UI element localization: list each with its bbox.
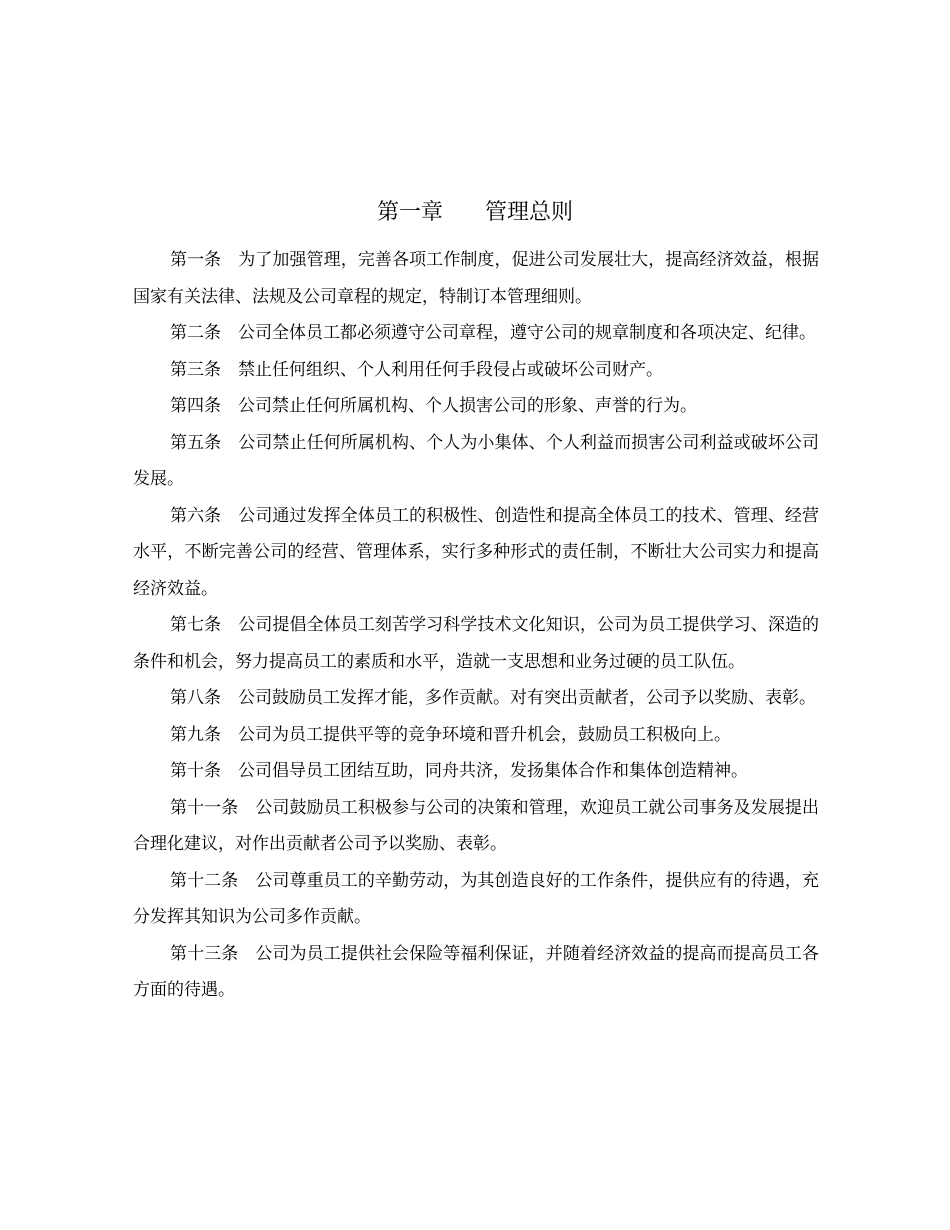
article-9 (133, 717, 819, 754)
article-11 (133, 790, 819, 863)
article-text: 公司鼓励员工发挥才能，多作贡献。对有突出贡献者，公司予以奖励、表彰。 (238, 688, 816, 708)
article-2 (133, 315, 819, 352)
article-5 (133, 425, 819, 498)
article-number: 第十条 (170, 761, 221, 781)
article-13 (133, 936, 819, 1009)
article-text: 公司禁止任何所属机构、个人损害公司的形象、声誉的行为。 (238, 396, 697, 416)
article-text: 公司为员工提供平等的竞争环境和晋升机会，鼓励员工积极向上。 (238, 724, 731, 745)
chapter-name: 管理总则 (484, 200, 573, 225)
article-text: 禁止任何组织、个人利用任何手段侵占或破坏公司财产。 (238, 359, 663, 380)
article-number: 第十三条 (170, 943, 239, 964)
article-number: 第五条 (170, 432, 222, 453)
article-text: 公司鼓励员工积极参与公司的决策和管理，欢迎员工就公司事务及发展提出合理化建议，对作出贡献者公司予以奖励、表彰。 (133, 797, 820, 854)
article-number: 第三条 (170, 359, 221, 380)
article-number: 第九条 (170, 724, 221, 745)
article-text: 为了加强管理，完善各项工作制度，促进公司发展壮大，提高经济效益，根据国家有关法律、法规及公司章程的规定，特制订本管理细则。 (133, 250, 819, 307)
article-number: 第六条 (170, 505, 222, 526)
document-body (133, 242, 819, 1009)
article-3 (133, 352, 819, 389)
article-number: 第四条 (170, 396, 221, 416)
article-6 (133, 498, 819, 608)
article-text: 公司提倡全体员工刻苦学习科学技术文化知识，公司为员工提供学习、深造的条件和机会，努力提高员工的素质和水平，造就一支思想和业务过硬的员工队伍。 (133, 615, 819, 672)
article-10 (133, 753, 819, 790)
article-number: 第十一条 (170, 797, 239, 818)
article-number: 第七条 (170, 615, 222, 635)
article-text: 公司全体员工都必须遵守公司章程，遵守公司的规章制度和各项决定、纪律。 (238, 323, 816, 343)
article-text: 公司通过发挥全体员工的积极性、创造性和提高全体员工的技术、管理、经营水平，不断完善公司的经营、管理体系，实行多种形式的责任制，不断壮大公司实力和提高经济效益。 (133, 505, 819, 599)
article-number: 第十二条 (170, 870, 239, 891)
article-7 (133, 607, 819, 680)
chapter-title (0, 196, 950, 230)
article-12 (133, 863, 819, 936)
chapter-number: 第一章 (377, 200, 444, 225)
article-1 (133, 242, 819, 315)
article-text: 公司尊重员工的辛勤劳动，为其创造良好的工作条件，提供应有的待遇，充分发挥其知识为公司多作贡献。 (133, 870, 820, 927)
article-text: 公司倡导员工团结互助，同舟共济，发扬集体合作和集体创造精神。 (238, 761, 748, 781)
article-text: 公司为员工提供社会保险等福利保证，并随着经济效益的提高而提高员工各方面的待遇。 (133, 943, 820, 1000)
article-4 (133, 388, 819, 425)
article-number: 第八条 (170, 688, 221, 708)
article-number: 第二条 (170, 323, 221, 343)
article-8 (133, 680, 819, 717)
article-text: 公司禁止任何所属机构、个人为小集体、个人利益而损害公司利益或破坏公司发展。 (133, 432, 819, 489)
article-number: 第一条 (170, 250, 222, 270)
